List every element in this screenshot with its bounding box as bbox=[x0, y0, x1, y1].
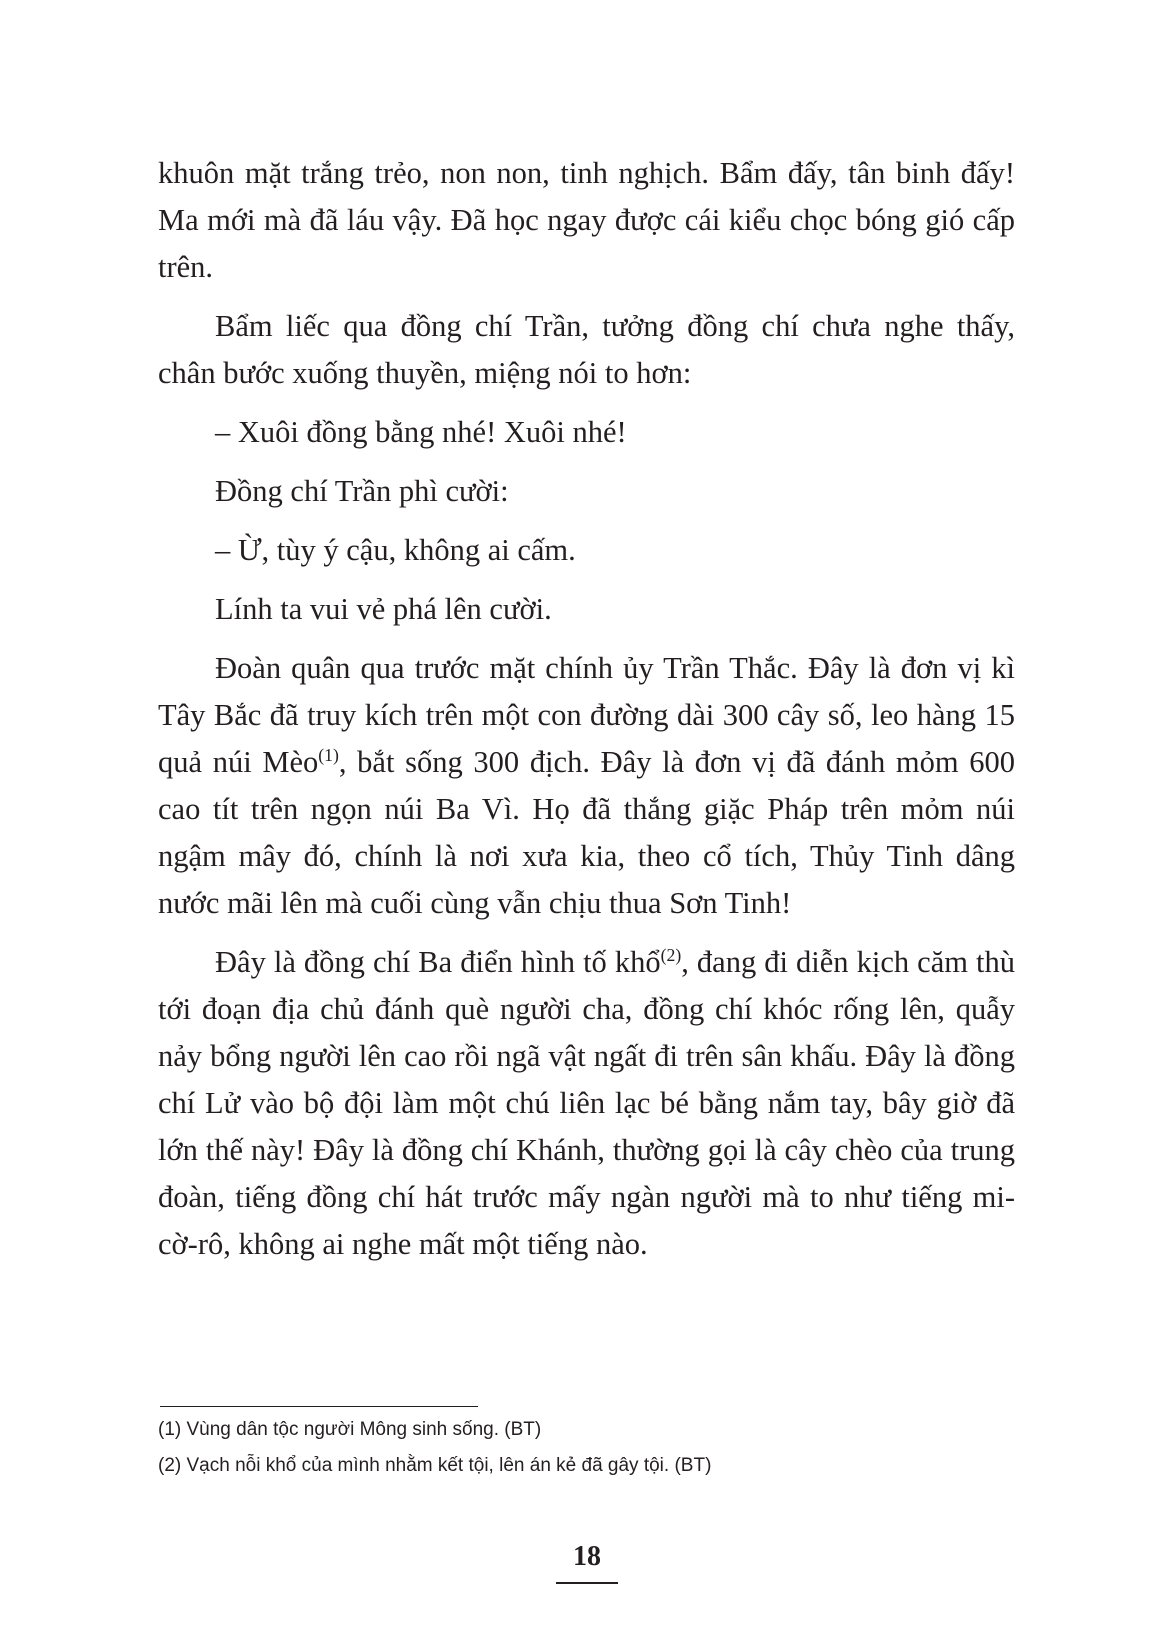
paragraph-5-part-2: , bắt sống 300 địch. Đây là đơn vị đã đánh mỏm 600 cao tít trên ngọn núi Ba Vì. Họ đã thắng giặc Pháp trên mỏm núi ngậm mây đó, chính là nơi xưa kia, theo cổ tích, Thủy Tinh dâng nước mãi lên mà cuối cùng vẫn chịu thua Sơn Tinh! bbox=[158, 745, 1016, 920]
footnote-divider bbox=[160, 1406, 478, 1407]
paragraph-5-part-1: Đoàn quân qua trước mặt chính ủy Trần Thắc. Đây là đơn vị kì Tây Bắc đã truy kích trên một con đường dài 300 cây số, leo hàng 15 quả núi Mèo bbox=[158, 651, 1015, 779]
footnote-2: (2) Vạch nỗi khổ của mình nhằm kết tội, lên án kẻ đã gây tội. (BT) bbox=[158, 1455, 712, 1476]
paragraph-6-part-1: Đây là đồng chí Ba điển hình tố khổ bbox=[215, 945, 661, 979]
paragraph-5 bbox=[158, 645, 1015, 927]
paragraph-6-part-2: , đang đi diễn kịch căm thù tới đoạn địa chủ đánh què người cha, đồng chí khóc rống lên, quẫy nảy bổng người lên cao rồi ngã vật ngất đi trên sân khấu. Đây là đồng chí Lử vào bộ đội làm một chú liên lạc bé bằng nắm tay, bây giờ đã lớn thế này! Đây là đồng chí Khánh, thường gọi là cây chèo của trung đoàn, tiếng đồng chí hát trước mấy ngàn người mà to như tiếng mi-cờ-rô, không ai nghe mất một tiếng nào. bbox=[158, 945, 1015, 1261]
body-text bbox=[158, 150, 1015, 1280]
paragraph-6 bbox=[158, 939, 1015, 1268]
dialogue-line-2: – Ừ, tùy ý cậu, không ai cấm. bbox=[215, 533, 576, 567]
paragraph-3: Đồng chí Trần phì cười: bbox=[215, 474, 509, 508]
footnotes bbox=[158, 1412, 1018, 1484]
paragraph-2: Bẩm liếc qua đồng chí Trần, tưởng đồng chí chưa nghe thấy, chân bước xuống thuyền, miệng nói to hơn: bbox=[158, 309, 1015, 390]
paragraph-4: Lính ta vui vẻ phá lên cười. bbox=[215, 592, 552, 626]
footnote-ref-2: (2) bbox=[660, 944, 682, 965]
page-number: 18 bbox=[573, 1541, 601, 1572]
footnote-1: (1) Vùng dân tộc người Mông sinh sống. (BT) bbox=[158, 1419, 542, 1440]
footnote-ref-1: (1) bbox=[318, 744, 339, 765]
dialogue-line-1: – Xuôi đồng bằng nhé! Xuôi nhé! bbox=[215, 415, 627, 449]
paragraph-1: khuôn mặt trắng trẻo, non non, tinh nghịch. Bẩm đấy, tân binh đấy! Ma mới mà đã láu vậy. Đã học ngay được cái kiểu chọc bóng gió cấp trên. bbox=[158, 156, 1015, 284]
page-number-underline bbox=[556, 1582, 618, 1584]
